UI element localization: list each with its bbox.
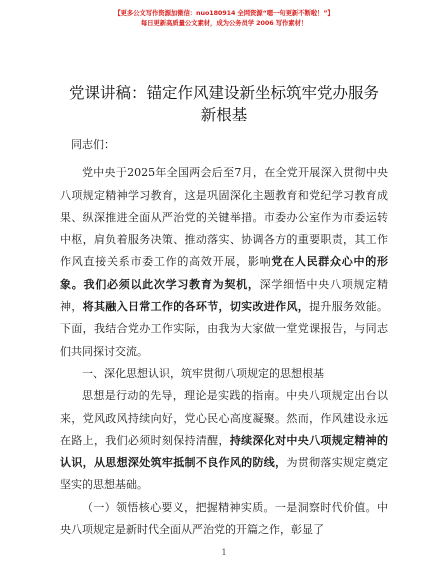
section-1-text-2: 为贯彻落实规定奠定坚实的思想基础。 (60, 456, 389, 492)
intro-text-3: 深学细悟中央八项规定精神， (60, 277, 389, 314)
promo-banner-line-1: 【更多公文写作资源加微信：nuo180914 全网资源“嗯一句更新不断啦！”】 (114, 9, 334, 17)
intro-bold-1: 党在人民群众心中的形象。我们必须以此次学习教育为契机， (60, 255, 389, 291)
section-1-bold-1: 持续深化对中央八项规定精神的认识，从思想深处筑牢抵制不良作风的防线， (60, 433, 389, 470)
greeting: 同志们： (71, 138, 115, 151)
intro-text-1: 党中央于2025年全国两会后至7月，在全党开展深入贯彻中央八项规定精神学习教育，这是巩固深化主题教育和党纪学习教育成果、纵深推进全面从严治党的关键举措。 (60, 166, 388, 224)
intro-bold-2: 将其融入日常工作的各环节，切实改进作风， (82, 300, 310, 314)
intro-text-2: 市委办公室作为市委运转中枢，肩负着服务决策、推动落实、协调各方的重要职责，其工作作风直接关系市委工作的高效开展，影响 (60, 210, 389, 269)
promo-banner-line-2: 每日更新高质量公文素材，成为公务员学 2006 写作素材！ (140, 19, 308, 27)
subsection-paragraph: （一）领悟核心要义，把握精神实质。一是洞察时代价值。中央八项规定是新时代全面从严治党的开篇之作，彰显了 (60, 500, 388, 537)
section-heading-1: 一、深化思想认识，筑牢贯彻八项规定的思想根基 (82, 366, 324, 380)
document-title (20, 82, 428, 126)
intro-paragraph (60, 162, 388, 363)
document-title-line-2: 新根基 (200, 106, 248, 124)
section-1-text-1: 思想是行动的先导，理论是实践的指南。中央八项规定出台以来，党风政风持续向好，党心民心高度凝聚。然而，作风建设永远在路上，我们必须时刻保持清醒， (60, 389, 388, 447)
promo-banner (0, 8, 448, 28)
page-number: 1 (221, 548, 227, 557)
section-1-paragraph (60, 385, 388, 496)
intro-text-4: 提升服务效能。下面，我结合党办工作实际，由我为大家做一堂党课报告，与同志们共同探讨交流。 (60, 300, 389, 358)
document-body (60, 134, 388, 541)
document-title-line-1: 党课讲稿：锚定作风建设新坐标筑牢党办服务 (68, 84, 379, 102)
